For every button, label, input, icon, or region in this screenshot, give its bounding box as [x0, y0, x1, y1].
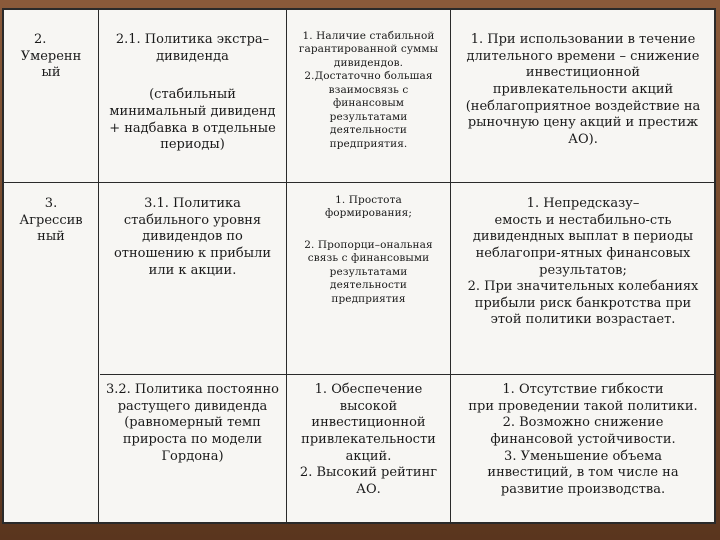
moderate-disadvantage-line: 1. При использовании в течение: [470, 32, 696, 47]
aggressive-advantage-1-line: предприятия: [331, 292, 406, 305]
aggressive-disadvantage-1-line: емость и нестабильно-сть: [494, 212, 672, 228]
aggressive-disadvantage-2-line: финансовой устойчивости.: [490, 431, 676, 447]
aggressive-disadvantage-2-line: развитие производства.: [500, 481, 666, 497]
moderate-policy-line: (стабильный: [149, 87, 236, 103]
aggressive-disadvantages-1-cell: [451, 196, 715, 329]
aggressive-advantage-2-line: 2. Высокий рейтинг: [299, 465, 438, 481]
aggressive-advantage-2-line: 1. Обеспечение: [314, 382, 423, 397]
aggressive-type-label-end: ный: [37, 229, 65, 245]
aggressive-type-cell: [4, 196, 98, 246]
aggressive-policy-2-line: растущего дивиденда: [117, 398, 268, 414]
aggressive-policy-1-line: 3.1. Политика: [144, 196, 241, 211]
moderate-type-label-end: ый: [41, 65, 61, 81]
aggressive-disadvantage-2-line: 2. Возможно снижение: [502, 415, 664, 431]
aggressive-disadvantage-1-line: 1. Непредсказу–: [526, 196, 640, 211]
aggressive-type-label: Агрессив: [19, 212, 83, 228]
aggressive-disadvantage-1-line: 2. При значительных колебаниях: [467, 279, 699, 295]
aggressive-advantage-2-line: АО.: [356, 481, 381, 497]
aggressive-policy-1-line: отношению к прибыли: [113, 245, 272, 261]
aggressive-disadvantage-2-line: 1. Отсутствие гибкости: [502, 382, 664, 397]
aggressive-disadvantage-1-line: неблагопри-ятных финансовых: [475, 245, 691, 261]
aggressive-disadvantage-2-line: при проведении такой политики.: [468, 398, 698, 414]
moderate-disadvantage-line: АО).: [568, 131, 598, 147]
aggressive-policy-2-cell: [99, 382, 286, 465]
moderate-policy-line: периоды): [160, 137, 225, 153]
aggressive-policy-2-line: Гордона): [161, 448, 224, 464]
moderate-advantage-line: дивидендов.: [333, 56, 404, 69]
moderate-advantage-line: деятельности: [330, 124, 407, 137]
aggressive-disadvantage-2-line: инвестиций, в том числе на: [487, 465, 679, 481]
aggressive-advantage-2-line: инвестиционной: [311, 415, 426, 431]
moderate-type-number: 2.: [34, 32, 47, 47]
aggressive-policy-1-cell: [99, 196, 286, 279]
moderate-policy-line: дивиденда: [156, 48, 229, 64]
aggressive-policy-2-line: прироста по модели: [122, 431, 263, 447]
row-divider: [4, 182, 714, 183]
moderate-disadvantage-line: рыночную цену акций и престиж: [467, 115, 699, 131]
aggressive-policy-2-line: 3.2. Политика постоянно: [105, 382, 280, 397]
aggressive-policy-1-line: или к акции.: [148, 262, 237, 278]
dividend-policy-table: [2, 8, 716, 524]
aggressive-advantages-1-cell: [287, 194, 450, 306]
moderate-type-label: Умеренн: [20, 48, 82, 64]
moderate-disadvantages-cell: [451, 32, 715, 148]
aggressive-advantage-1-line: результатами: [329, 265, 408, 278]
moderate-type-cell: [4, 32, 98, 82]
aggressive-policy-1-line: стабильного уровня: [123, 212, 262, 228]
moderate-policy-line: 2.1. Политика экстра–: [115, 32, 270, 47]
aggressive-advantage-2-line: акций.: [345, 448, 392, 464]
moderate-advantage-line: 2.Достаточно большая: [304, 70, 433, 83]
aggressive-disadvantage-1-line: дивидендных выплат в периоды: [472, 229, 694, 245]
moderate-policy-cell: [99, 32, 286, 154]
moderate-disadvantage-line: инвестиционной: [525, 65, 641, 81]
aggressive-policy-1-line: дивидендов по: [142, 229, 243, 245]
aggressive-disadvantage-1-line: результатов;: [539, 262, 627, 278]
aggressive-advantage-1-line: 2. Пропорци–ональная: [304, 238, 433, 251]
moderate-disadvantage-line: (неблагоприятное воздействие на: [465, 98, 701, 114]
row-divider: [100, 374, 714, 375]
moderate-disadvantage-line: длительного времени – снижение: [466, 48, 700, 64]
aggressive-advantage-1-line: 1. Простота: [335, 194, 402, 206]
aggressive-advantage-1-line: деятельности: [330, 279, 407, 292]
moderate-advantage-line: предприятия.: [329, 137, 408, 150]
aggressive-disadvantage-1-line: этой политики возрастает.: [490, 312, 676, 328]
aggressive-advantages-2-cell: [287, 382, 450, 498]
aggressive-policy-2-line: (равномерный темп: [124, 415, 261, 431]
moderate-advantages-cell: [287, 30, 450, 151]
moderate-advantage-line: результатами: [329, 110, 408, 123]
moderate-policy-line: + надбавка в отдельные: [109, 120, 276, 136]
aggressive-disadvantage-2-line: 3. Уменьшение объема: [504, 448, 662, 464]
moderate-policy-line: минимальный дивиденд: [109, 103, 276, 119]
aggressive-type-number: 3.: [44, 196, 58, 211]
aggressive-advantage-1-line: формирования;: [324, 207, 413, 220]
moderate-advantage-line: финансовым: [332, 97, 405, 110]
aggressive-advantage-1-line: связь с финансовыми: [307, 252, 430, 265]
moderate-advantage-line: 1. Наличие стабильной: [302, 30, 435, 42]
moderate-advantage-line: взаимосвязь с: [328, 83, 409, 96]
moderate-advantage-line: гарантированной суммы: [298, 43, 439, 56]
aggressive-disadvantage-1-line: прибыли риск банкротства при: [474, 295, 692, 311]
aggressive-advantage-2-line: привлекательности: [301, 431, 436, 447]
moderate-disadvantage-line: привлекательности акций: [492, 81, 674, 97]
aggressive-disadvantages-2-cell: [451, 382, 715, 498]
aggressive-advantage-2-line: высокой: [339, 398, 398, 414]
